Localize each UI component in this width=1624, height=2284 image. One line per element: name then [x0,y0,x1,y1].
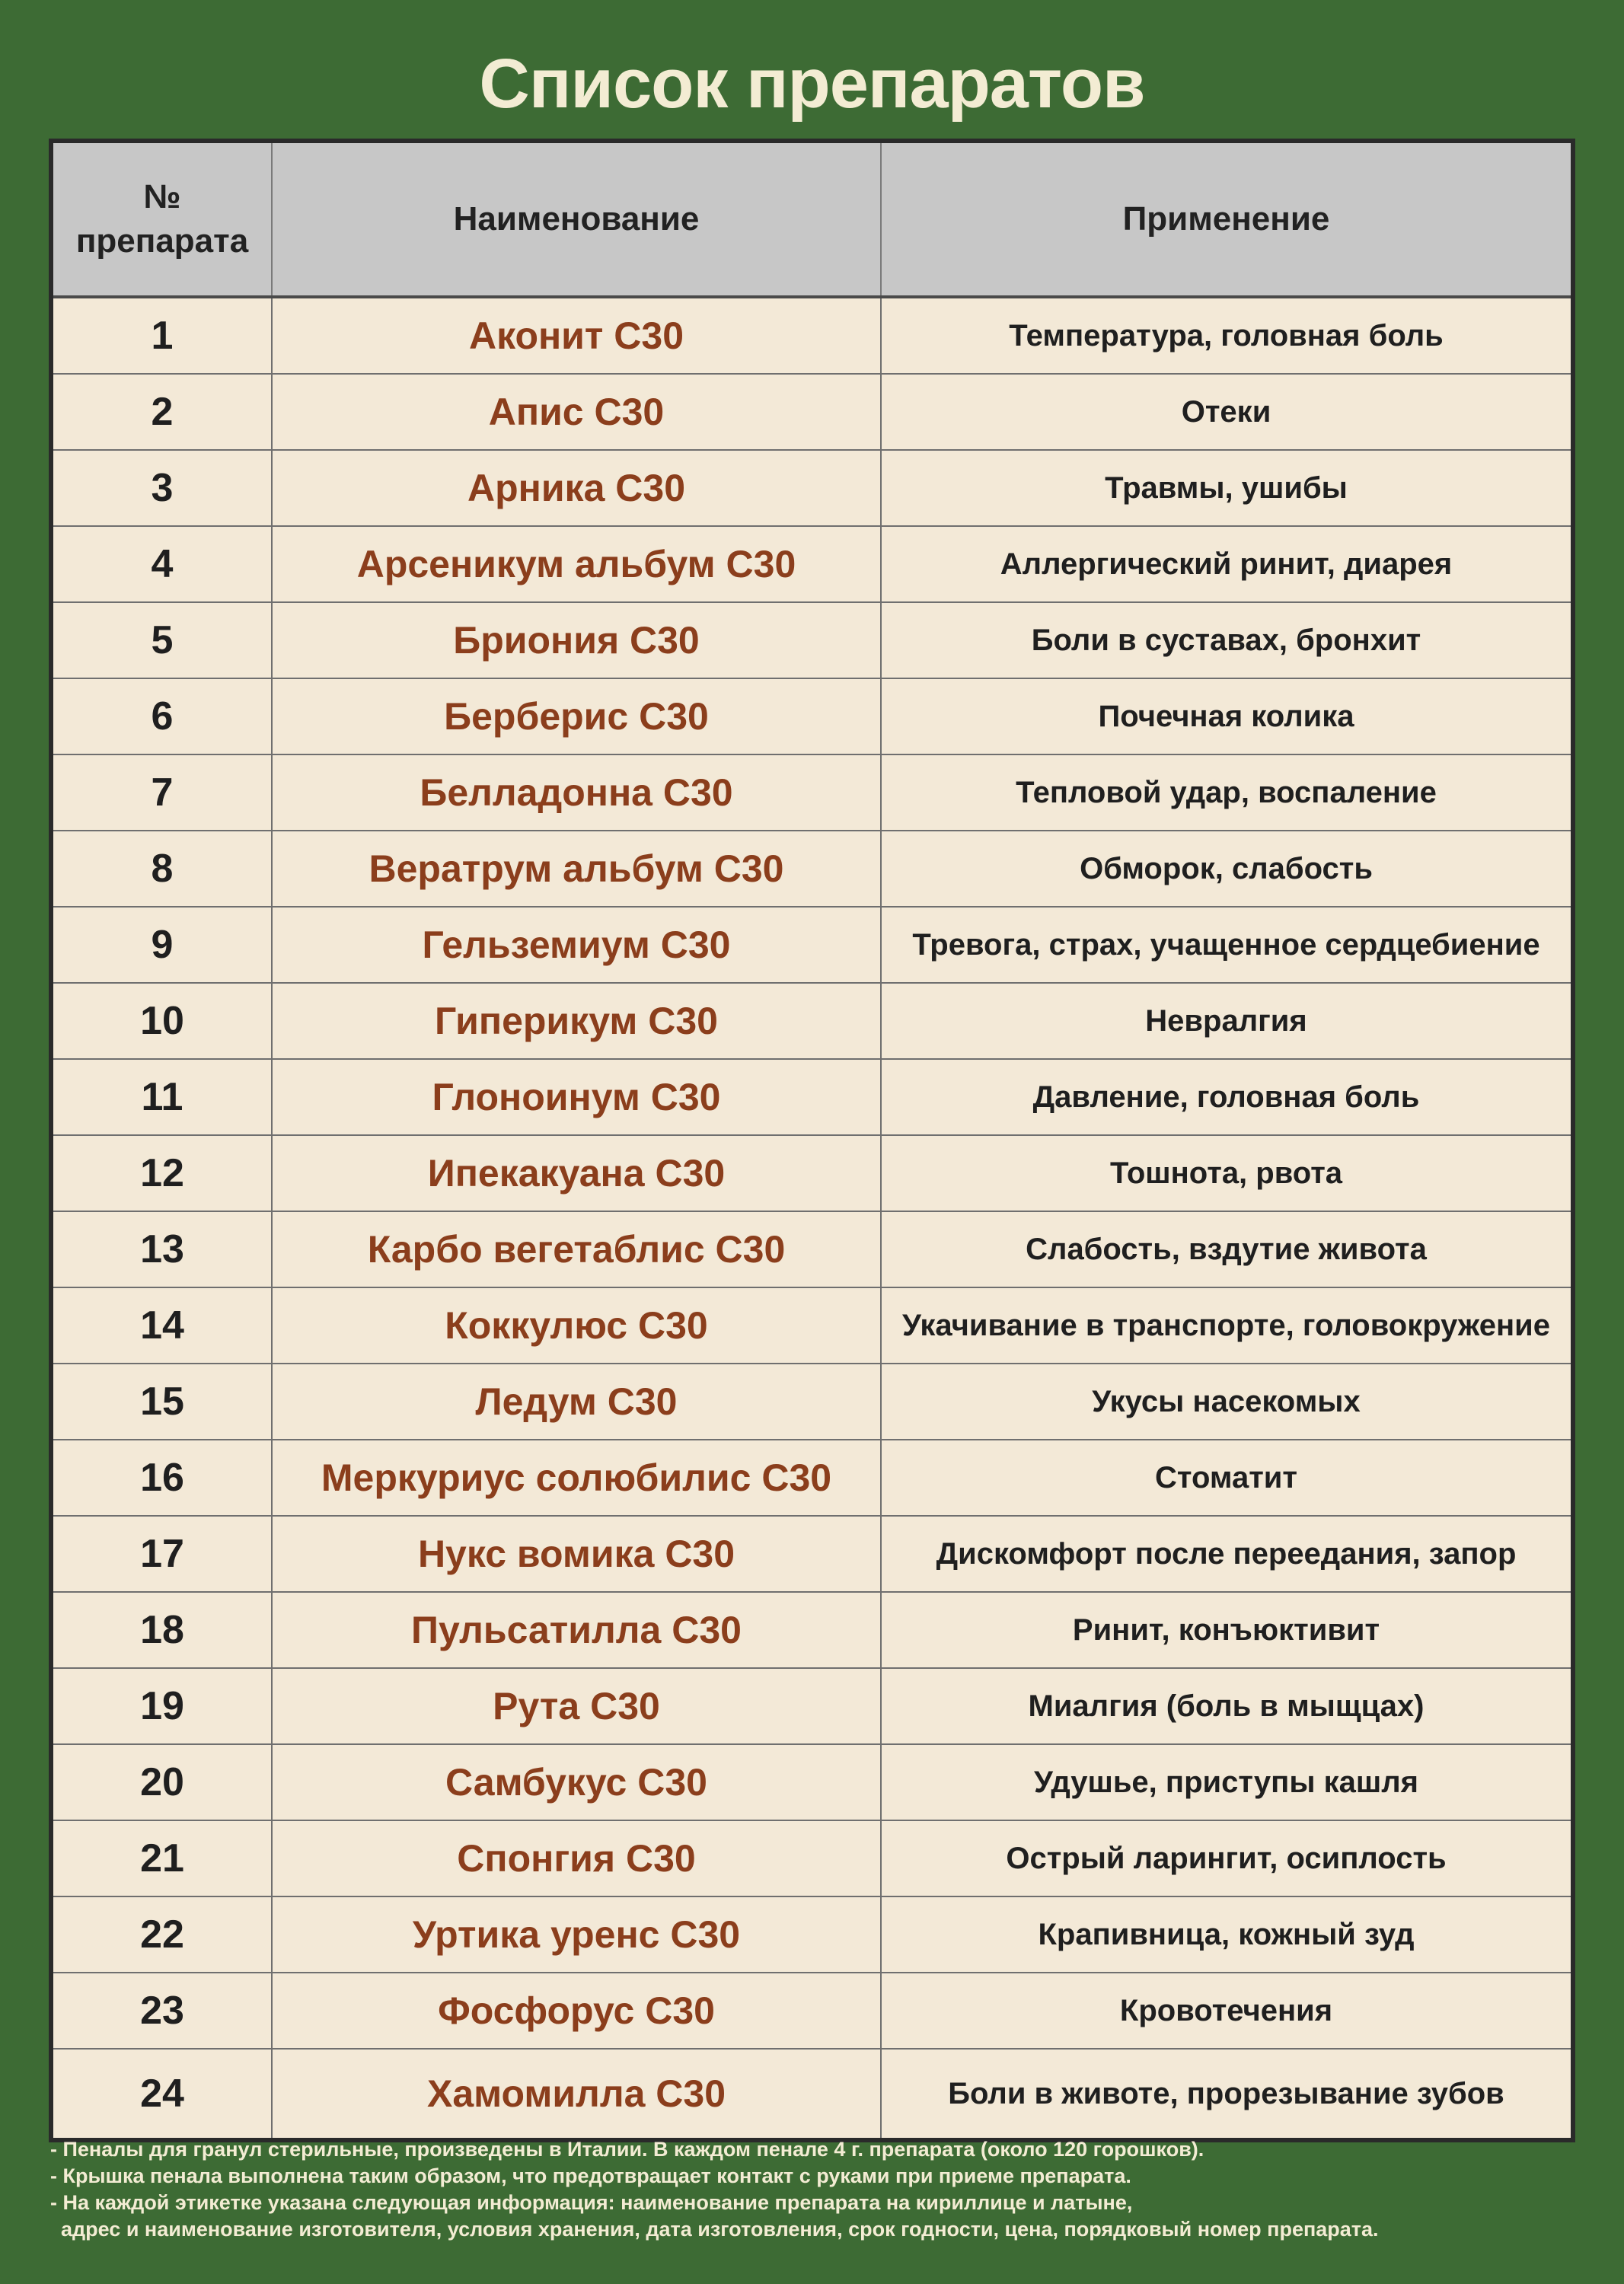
drug-use: Травмы, ушибы [881,450,1571,526]
table-row [53,1896,1571,1973]
table-row [53,831,1571,907]
table-header-row [53,143,1571,297]
drug-name: Меркуриус солюбилис С30 [272,1440,881,1516]
drug-number: 10 [53,983,272,1059]
drug-name: Самбукус С30 [272,1744,881,1820]
footnotes [50,2136,1588,2243]
drug-number: 17 [53,1516,272,1592]
drug-name: Ледум С30 [272,1364,881,1440]
drug-name: Берберис С30 [272,678,881,754]
drug-use: Стоматит [881,1440,1571,1516]
drug-number: 7 [53,754,272,831]
drug-name: Апис С30 [272,374,881,450]
drug-use: Миалгия (боль в мыщцах) [881,1668,1571,1744]
table-row [53,1973,1571,2049]
drug-use: Боли в суставах, бронхит [881,602,1571,678]
drug-number: 24 [53,2049,272,2138]
drug-number: 22 [53,1896,272,1973]
drug-use: Боли в животе, прорезывание зубов [881,2049,1571,2138]
drug-use: Аллергический ринит, диарея [881,526,1571,602]
header-name: Наименование [272,143,881,297]
table-row [53,983,1571,1059]
drug-name: Вератрум альбум С30 [272,831,881,907]
drug-name: Нукс вомика С30 [272,1516,881,1592]
drug-use: Укачивание в транспорте, головокружение [881,1287,1571,1364]
drug-name: Карбо вегетаблис С30 [272,1211,881,1287]
drug-use: Удушье, приступы кашля [881,1744,1571,1820]
drug-number: 4 [53,526,272,602]
drug-number: 15 [53,1364,272,1440]
drug-number: 12 [53,1135,272,1211]
table-row [53,1820,1571,1896]
drug-number: 9 [53,907,272,983]
drug-number: 3 [53,450,272,526]
drug-name: Арсеникум альбум С30 [272,526,881,602]
table-row [53,1287,1571,1364]
drug-name: Фосфорус С30 [272,1973,881,2049]
drug-name: Глоноинум С30 [272,1059,881,1135]
drug-name: Пульсатилла С30 [272,1592,881,1668]
drug-number: 23 [53,1973,272,2049]
table-row [53,1440,1571,1516]
table-row [53,1364,1571,1440]
table-row [53,297,1571,374]
footnote: адрес и наименование изготовителя, условия хранения, дата изготовления, срок годности, цена, порядковый номер препарата. [61,2218,1379,2241]
drug-name: Белладонна С30 [272,754,881,831]
drug-use: Кровотечения [881,1973,1571,2049]
drug-name: Гельземиум С30 [272,907,881,983]
table-row [53,1516,1571,1592]
table-row [53,1744,1571,1820]
drug-use: Ринит, конъюктивит [881,1592,1571,1668]
drug-use: Обморок, слабость [881,831,1571,907]
drug-number: 6 [53,678,272,754]
footnote: - На каждой этикетке указана следующая информация: наименование препарата на кириллице и латыне, [50,2191,1133,2214]
table-row [53,602,1571,678]
drug-use: Невралгия [881,983,1571,1059]
drug-table [53,143,1571,2138]
drug-table-container [49,139,1575,2142]
table-row [53,907,1571,983]
drug-name: Хамомилла С30 [272,2049,881,2138]
header-number-symbol: № [143,178,181,215]
drug-name: Ипекакуана С30 [272,1135,881,1211]
drug-name: Аконит С30 [272,297,881,374]
table-row [53,374,1571,450]
drug-number: 21 [53,1820,272,1896]
drug-use: Дискомфорт после переедания, запор [881,1516,1571,1592]
drug-name: Арника С30 [272,450,881,526]
drug-number: 13 [53,1211,272,1287]
drug-name: Спонгия С30 [272,1820,881,1896]
header-number-label: препарата [75,222,249,260]
drug-number: 16 [53,1440,272,1516]
drug-use: Укусы насекомых [881,1364,1571,1440]
drug-use: Крапивница, кожный зуд [881,1896,1571,1973]
drug-number: 2 [53,374,272,450]
drug-use: Почечная колика [881,678,1571,754]
drug-number: 18 [53,1592,272,1668]
header-use: Применение [881,143,1571,297]
drug-name: Рута С30 [272,1668,881,1744]
drug-use: Острый ларингит, осиплость [881,1820,1571,1896]
drug-name: Гиперикум С30 [272,983,881,1059]
drug-number: 11 [53,1059,272,1135]
drug-use: Слабость, вздутие живота [881,1211,1571,1287]
drug-use: Тепловой удар, воспаление [881,754,1571,831]
drug-name: Бриония С30 [272,602,881,678]
drug-use: Отеки [881,374,1571,450]
table-row [53,2049,1571,2138]
drug-number: 8 [53,831,272,907]
drug-use: Температура, головная боль [881,297,1571,374]
table-row [53,678,1571,754]
table-row [53,526,1571,602]
drug-number: 14 [53,1287,272,1364]
drug-name: Коккулюс С30 [272,1287,881,1364]
table-row [53,754,1571,831]
drug-use: Давление, головная боль [881,1059,1571,1135]
table-row [53,1592,1571,1668]
drug-number: 1 [53,297,272,374]
page-title: Список препаратов [479,45,1145,123]
table-row [53,450,1571,526]
table-row [53,1135,1571,1211]
drug-number: 5 [53,602,272,678]
table-row [53,1059,1571,1135]
drug-name: Уртика уренс С30 [272,1896,881,1973]
header-number [53,143,272,297]
drug-use: Тревога, страх, учащенное сердцебиение [881,907,1571,983]
table-row [53,1668,1571,1744]
footnote: - Пеналы для гранул стерильные, произведены в Италии. В каждом пенале 4 г. препарата (около 120 горошков). [50,2138,1204,2161]
table-row [53,1211,1571,1287]
drug-use: Тошнота, рвота [881,1135,1571,1211]
drug-number: 20 [53,1744,272,1820]
footnote: - Крышка пенала выполнена таким образом, что предотвращает контакт с руками при приеме препарата. [50,2164,1131,2187]
drug-number: 19 [53,1668,272,1744]
